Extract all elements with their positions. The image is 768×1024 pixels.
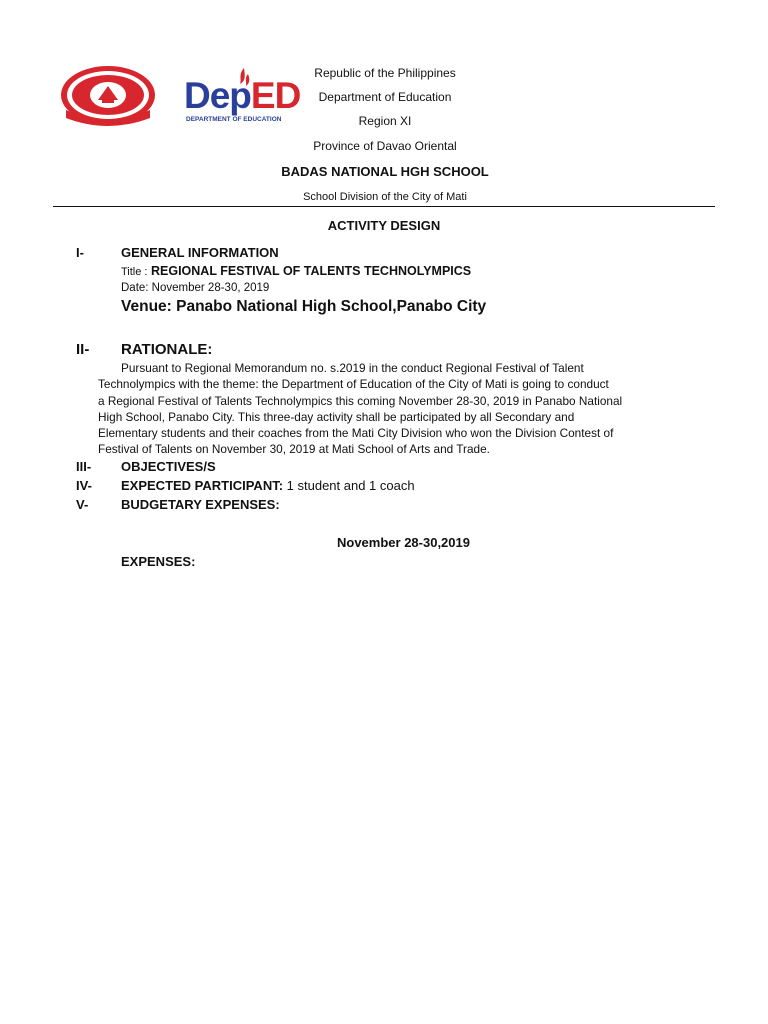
rationale-line: Technolympics with the theme: the Department of Education of the City of Mati is going to conduct — [98, 377, 609, 392]
activity-date: Date: November 28-30, 2019 — [121, 282, 270, 294]
section-5-number: V- — [76, 497, 89, 512]
activity-venue: Venue: Panabo National High School,Panabo City — [121, 298, 487, 315]
budget-date: November 28-30,2019 — [337, 535, 470, 550]
header-province: Province of Davao Oriental — [313, 139, 457, 153]
title-value: REGIONAL FESTIVAL OF TALENTS TECHNOLYMPICS — [150, 264, 472, 278]
rationale-line: Elementary students and their coaches from the Mati City Division who won the Division Contest of — [98, 426, 614, 441]
section-4-line — [121, 478, 415, 493]
section-2-number: II- — [76, 341, 90, 358]
rationale-line: High School, Panabo City. This three-day activity shall be participated by all Secondary and — [98, 409, 575, 424]
header-department: Department of Education — [318, 90, 452, 104]
deped-wordmark: DepED — [184, 75, 301, 116]
activity-title-line — [121, 264, 471, 278]
section-1-number: I- — [76, 245, 84, 260]
section-5-heading: BUDGETARY EXPENSES: — [121, 497, 280, 512]
section-3-heading: OBJECTIVES/S — [121, 459, 216, 474]
header-divider — [53, 206, 715, 207]
document-title: ACTIVITY DESIGN — [327, 218, 441, 233]
rationale-line: Pursuant to Regional Memorandum no. s.2019 in the conduct Regional Festival of Talent — [121, 361, 584, 375]
section-1-heading: GENERAL INFORMATION — [121, 245, 279, 260]
school-name: BADAS NATIONAL HGH SCHOOL — [281, 164, 489, 179]
school-seal-logo — [58, 64, 158, 126]
school-division: School Division of the City of Mati — [303, 191, 467, 203]
rationale-line: a Regional Festival of Talents Technolympics this coming November 28-30, 2019 in Panabo National — [98, 393, 623, 408]
rationale-paragraph — [98, 360, 708, 458]
rationale-line: Festival of Talents on November 30, 2019 at Mati School of Arts and Trade. — [98, 442, 490, 457]
section-2-heading: RATIONALE: — [121, 341, 213, 358]
section-4-heading: EXPECTED PARTICIPANT: — [121, 478, 284, 493]
deped-subtext: DEPARTMENT OF EDUCATION — [186, 116, 282, 123]
expenses-label: EXPENSES: — [121, 554, 196, 569]
section-4-number: IV- — [76, 478, 92, 493]
title-label: Title : — [121, 266, 148, 278]
header-region: Region XI — [358, 114, 412, 128]
section-3-number: III- — [76, 459, 92, 474]
expected-participant-value: 1 student and 1 coach — [286, 478, 415, 493]
header-republic: Republic of the Philippines — [314, 66, 456, 80]
